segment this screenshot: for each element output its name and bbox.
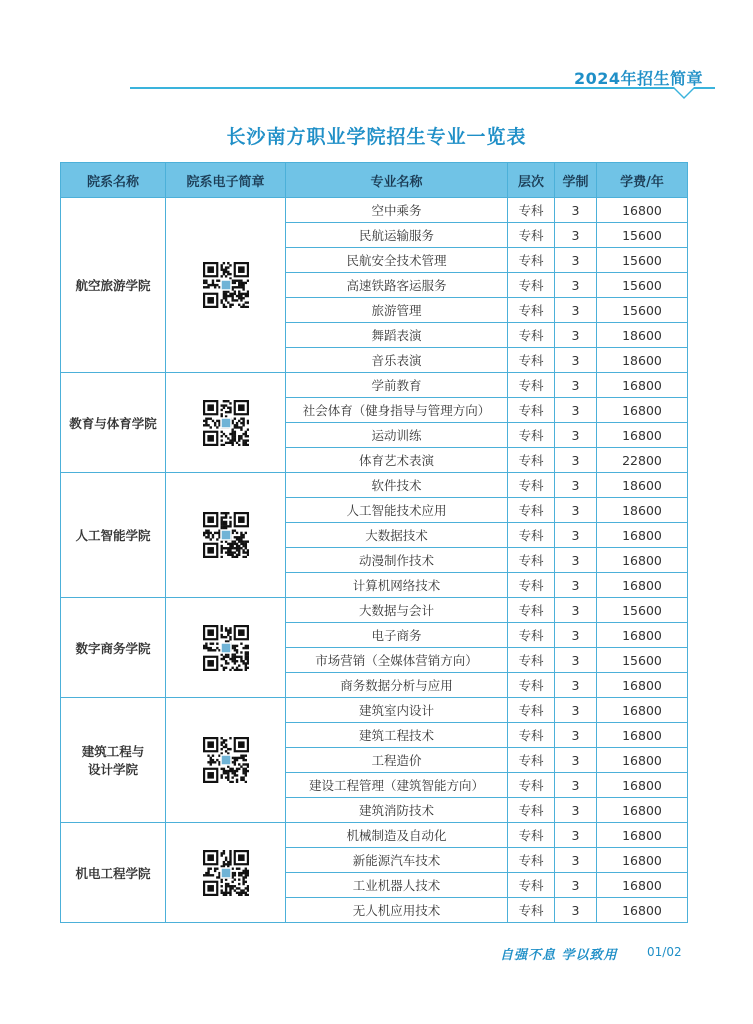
column-header-major: 专业名称 xyxy=(286,163,508,198)
qr-code-cell xyxy=(166,598,286,698)
column-header-fee: 学费/年 xyxy=(597,163,688,198)
table-row xyxy=(61,598,688,623)
major-years: 3 xyxy=(555,548,597,573)
major-years: 3 xyxy=(555,698,597,723)
major-level: 专科 xyxy=(508,373,555,398)
qr-code-icon[interactable] xyxy=(166,400,285,446)
major-level: 专科 xyxy=(508,798,555,823)
major-fee: 16800 xyxy=(597,623,688,648)
qr-code-icon[interactable] xyxy=(166,262,285,308)
major-fee: 16800 xyxy=(597,573,688,598)
major-level: 专科 xyxy=(508,473,555,498)
major-name: 计算机网络技术 xyxy=(286,573,508,598)
major-name: 软件技术 xyxy=(286,473,508,498)
major-fee: 16800 xyxy=(597,523,688,548)
major-name: 人工智能技术应用 xyxy=(286,498,508,523)
major-years: 3 xyxy=(555,648,597,673)
major-fee: 15600 xyxy=(597,648,688,673)
major-level: 专科 xyxy=(508,623,555,648)
major-fee: 16800 xyxy=(597,698,688,723)
major-years: 3 xyxy=(555,848,597,873)
major-name: 高速铁路客运服务 xyxy=(286,273,508,298)
major-fee: 16800 xyxy=(597,873,688,898)
major-years: 3 xyxy=(555,898,597,923)
major-fee: 16800 xyxy=(597,423,688,448)
major-level: 专科 xyxy=(508,398,555,423)
major-level: 专科 xyxy=(508,598,555,623)
major-fee: 16800 xyxy=(597,723,688,748)
major-years: 3 xyxy=(555,273,597,298)
qr-code-cell xyxy=(166,198,286,373)
major-name: 无人机应用技术 xyxy=(286,898,508,923)
major-fee: 15600 xyxy=(597,598,688,623)
majors-table xyxy=(60,162,688,923)
table-row xyxy=(61,473,688,498)
major-name: 机械制造及自动化 xyxy=(286,823,508,848)
qr-code-cell xyxy=(166,373,286,473)
table-row xyxy=(61,373,688,398)
major-name: 学前教育 xyxy=(286,373,508,398)
table-header-row xyxy=(61,163,688,198)
major-years: 3 xyxy=(555,673,597,698)
major-name: 建筑室内设计 xyxy=(286,698,508,723)
major-level: 专科 xyxy=(508,873,555,898)
major-level: 专科 xyxy=(508,423,555,448)
major-fee: 16800 xyxy=(597,548,688,573)
major-name: 民航运输服务 xyxy=(286,223,508,248)
major-name: 运动训练 xyxy=(286,423,508,448)
major-level: 专科 xyxy=(508,848,555,873)
qr-code-icon[interactable] xyxy=(166,512,285,558)
department-name xyxy=(61,698,166,823)
major-fee: 16800 xyxy=(597,773,688,798)
table-row xyxy=(61,823,688,848)
major-fee: 16800 xyxy=(597,798,688,823)
major-level: 专科 xyxy=(508,898,555,923)
department-name: 航空旅游学院 xyxy=(61,198,166,373)
department-name: 数字商务学院 xyxy=(61,598,166,698)
major-fee: 15600 xyxy=(597,298,688,323)
major-level: 专科 xyxy=(508,748,555,773)
major-name: 民航安全技术管理 xyxy=(286,248,508,273)
qr-code-icon[interactable] xyxy=(166,625,285,671)
major-level: 专科 xyxy=(508,248,555,273)
qr-code-cell xyxy=(166,473,286,598)
table-row xyxy=(61,198,688,223)
major-fee: 18600 xyxy=(597,473,688,498)
major-name: 工业机器人技术 xyxy=(286,873,508,898)
major-level: 专科 xyxy=(508,723,555,748)
major-years: 3 xyxy=(555,248,597,273)
major-years: 3 xyxy=(555,298,597,323)
major-name: 音乐表演 xyxy=(286,348,508,373)
qr-code-cell xyxy=(166,823,286,923)
major-fee: 16800 xyxy=(597,848,688,873)
major-level: 专科 xyxy=(508,323,555,348)
column-header-level: 层次 xyxy=(508,163,555,198)
column-header-brochure: 院系电子简章 xyxy=(166,163,286,198)
major-years: 3 xyxy=(555,323,597,348)
major-years: 3 xyxy=(555,598,597,623)
major-years: 3 xyxy=(555,373,597,398)
major-years: 3 xyxy=(555,823,597,848)
department-name: 人工智能学院 xyxy=(61,473,166,598)
major-years: 3 xyxy=(555,873,597,898)
major-name: 空中乘务 xyxy=(286,198,508,223)
major-fee: 22800 xyxy=(597,448,688,473)
major-fee: 16800 xyxy=(597,398,688,423)
major-years: 3 xyxy=(555,223,597,248)
department-name: 机电工程学院 xyxy=(61,823,166,923)
qr-code-icon[interactable] xyxy=(166,850,285,896)
major-years: 3 xyxy=(555,523,597,548)
major-level: 专科 xyxy=(508,348,555,373)
major-name: 工程造价 xyxy=(286,748,508,773)
major-years: 3 xyxy=(555,623,597,648)
major-fee: 15600 xyxy=(597,273,688,298)
major-fee: 15600 xyxy=(597,223,688,248)
major-years: 3 xyxy=(555,398,597,423)
major-level: 专科 xyxy=(508,648,555,673)
major-fee: 18600 xyxy=(597,348,688,373)
qr-code-icon[interactable] xyxy=(166,737,285,783)
major-level: 专科 xyxy=(508,673,555,698)
major-fee: 18600 xyxy=(597,323,688,348)
major-level: 专科 xyxy=(508,698,555,723)
major-level: 专科 xyxy=(508,773,555,798)
major-fee: 16800 xyxy=(597,748,688,773)
major-level: 专科 xyxy=(508,523,555,548)
major-fee: 18600 xyxy=(597,498,688,523)
table-row xyxy=(61,698,688,723)
department-name-line: 设计学院 xyxy=(87,762,138,777)
major-years: 3 xyxy=(555,198,597,223)
department-name: 教育与体育学院 xyxy=(61,373,166,473)
major-name: 舞蹈表演 xyxy=(286,323,508,348)
major-name: 旅游管理 xyxy=(286,298,508,323)
major-fee: 15600 xyxy=(597,248,688,273)
major-years: 3 xyxy=(555,798,597,823)
major-level: 专科 xyxy=(508,198,555,223)
major-years: 3 xyxy=(555,473,597,498)
major-fee: 16800 xyxy=(597,373,688,398)
major-level: 专科 xyxy=(508,823,555,848)
major-years: 3 xyxy=(555,423,597,448)
major-name: 动漫制作技术 xyxy=(286,548,508,573)
major-level: 专科 xyxy=(508,223,555,248)
major-level: 专科 xyxy=(508,273,555,298)
qr-code-cell xyxy=(166,698,286,823)
major-name: 建筑工程技术 xyxy=(286,723,508,748)
major-years: 3 xyxy=(555,448,597,473)
major-level: 专科 xyxy=(508,498,555,523)
major-level: 专科 xyxy=(508,573,555,598)
major-name: 市场营销（全媒体营销方向） xyxy=(286,648,508,673)
major-years: 3 xyxy=(555,773,597,798)
column-header-department: 院系名称 xyxy=(61,163,166,198)
major-years: 3 xyxy=(555,723,597,748)
major-years: 3 xyxy=(555,748,597,773)
major-name: 建筑消防技术 xyxy=(286,798,508,823)
page-number: 01/02 xyxy=(647,945,682,959)
major-fee: 16800 xyxy=(597,673,688,698)
major-name: 建设工程管理（建筑智能方向） xyxy=(286,773,508,798)
major-name: 体育艺术表演 xyxy=(286,448,508,473)
major-level: 专科 xyxy=(508,298,555,323)
column-header-years: 学制 xyxy=(555,163,597,198)
major-years: 3 xyxy=(555,573,597,598)
major-name: 大数据技术 xyxy=(286,523,508,548)
department-name-line: 建筑工程与 xyxy=(81,744,145,759)
major-name: 社会体育（健身指导与管理方向） xyxy=(286,398,508,423)
major-fee: 16800 xyxy=(597,198,688,223)
major-name: 电子商务 xyxy=(286,623,508,648)
major-level: 专科 xyxy=(508,548,555,573)
page-title: 长沙南方职业学院招生专业一览表 xyxy=(226,126,527,148)
major-name: 大数据与会计 xyxy=(286,598,508,623)
major-years: 3 xyxy=(555,348,597,373)
major-name: 新能源汽车技术 xyxy=(286,848,508,873)
major-fee: 16800 xyxy=(597,823,688,848)
major-years: 3 xyxy=(555,498,597,523)
footer-motto: 自强不息 学以致用 xyxy=(500,948,618,963)
major-fee: 16800 xyxy=(597,898,688,923)
major-level: 专科 xyxy=(508,448,555,473)
major-name: 商务数据分析与应用 xyxy=(286,673,508,698)
brochure-title: 2024年招生简章 xyxy=(573,69,703,88)
